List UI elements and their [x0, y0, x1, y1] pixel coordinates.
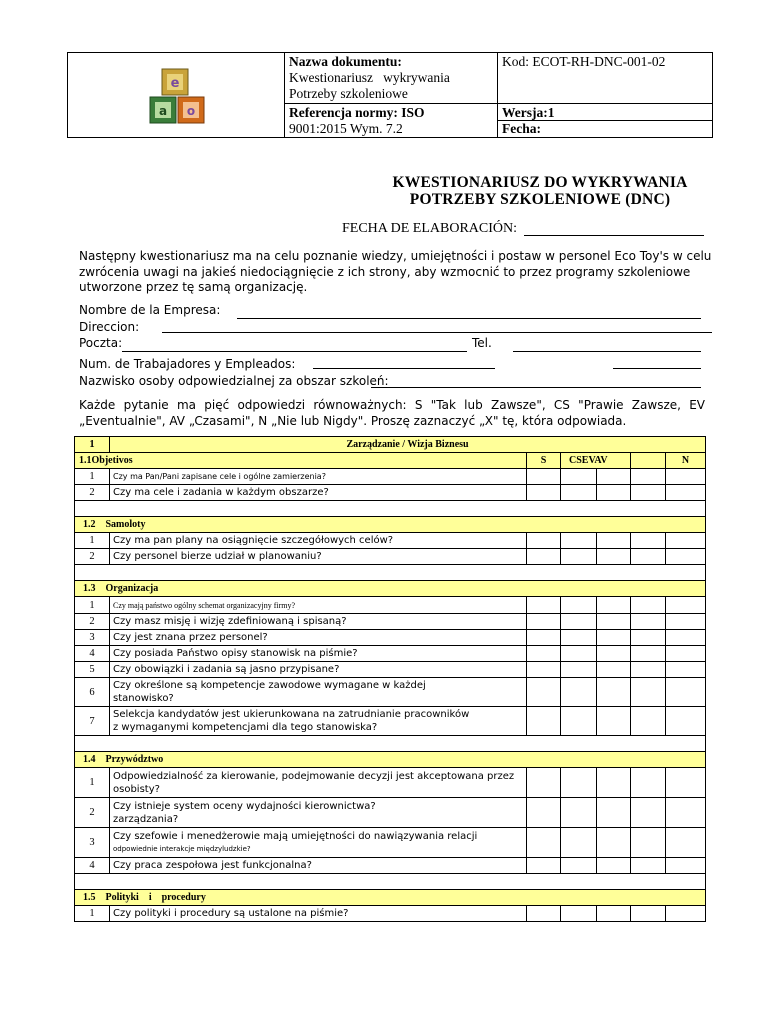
q-text: Czy jest znana przez personel?: [110, 630, 527, 646]
answer-cs[interactable]: [561, 533, 597, 549]
answer-ev[interactable]: [597, 678, 631, 707]
answer-cs[interactable]: [561, 768, 597, 798]
document-header: [67, 52, 713, 138]
answer-s[interactable]: [527, 646, 561, 662]
spacer-row: [75, 874, 706, 890]
svg-text:e: e: [170, 76, 180, 91]
table-row: [75, 707, 706, 736]
answer-ev[interactable]: [597, 707, 631, 736]
spacer-row: [75, 565, 706, 581]
q-number: 5: [75, 662, 110, 678]
table-row: [75, 646, 706, 662]
intro-paragraph: Następny kwestionariusz ma na celu poznanie wiedzy, umiejętności i postaw w personel Eco Toy's w celu zwrócenia uwagi na jakieś niedociągnięcie z ich strony, aby wzmocnić to przez programy szkoleniowe utworzone przez tę samą organizację.: [79, 249, 712, 294]
q-number: 4: [75, 646, 110, 662]
answer-ev[interactable]: [597, 549, 631, 565]
answer-ev[interactable]: [597, 858, 631, 874]
col-n: N: [666, 453, 706, 469]
q-text-line-1: Czy istnieje system oceny wydajności kierownictwa?: [113, 800, 376, 812]
trabajadores-field[interactable]: [313, 368, 495, 369]
answer-s[interactable]: [527, 798, 561, 828]
answer-cs[interactable]: [561, 646, 597, 662]
answer-av[interactable]: [631, 678, 666, 707]
doc-version: Wersja:1: [502, 105, 555, 120]
svg-text:a: a: [158, 104, 168, 118]
q-number: 3: [75, 828, 110, 858]
col-s: S: [527, 453, 561, 469]
answer-ev[interactable]: [597, 630, 631, 646]
tel-field[interactable]: [513, 351, 701, 352]
subsection-header-row: [75, 890, 706, 906]
answer-s[interactable]: [527, 469, 561, 485]
q-number: 1: [75, 533, 110, 549]
answer-av[interactable]: [631, 646, 666, 662]
subsection-name: Objetivos: [91, 455, 133, 466]
answer-s[interactable]: [527, 906, 561, 922]
answer-ev[interactable]: [597, 798, 631, 828]
q-number: 2: [75, 798, 110, 828]
nazwisko-field[interactable]: [371, 387, 701, 388]
doc-code: Kod: ECOT-RH-DNC-001-02: [502, 54, 666, 69]
answer-ev[interactable]: [597, 662, 631, 678]
trabajadores-extra-field[interactable]: [613, 368, 701, 369]
answer-cs[interactable]: [561, 597, 597, 614]
q-text: [110, 798, 527, 828]
title-line-1: KWESTIONARIUSZ DO WYKRYWANIA: [392, 174, 688, 191]
q-text: [110, 707, 527, 736]
answer-n[interactable]: [666, 630, 706, 646]
nazwisko-label: Nazwisko osoby odpowiedzialnej za obszar szkoleń:: [79, 374, 389, 388]
answer-n[interactable]: [666, 662, 706, 678]
doc-name-label: Nazwa dokumentu:: [289, 54, 402, 69]
q-text-line-1: Odpowiedzialność za kierowanie, podejmowanie decyzji jest akceptowana przez: [113, 770, 515, 782]
answer-ev[interactable]: [597, 768, 631, 798]
section-header-row: [75, 437, 706, 453]
answer-cs[interactable]: [561, 678, 597, 707]
subsection-title: 1.4 Przywództwo: [75, 752, 706, 768]
q-text-line-1: Selekcja kandydatów jest ukierunkowana na zatrudnianie pracowników: [113, 709, 470, 720]
answer-cs[interactable]: [561, 630, 597, 646]
q-text: Czy obowiązki i zadania są jasno przypisane?: [110, 662, 527, 678]
q-text-line-2: zarządzania?: [113, 813, 179, 825]
table-row: [75, 906, 706, 922]
answer-av[interactable]: [631, 858, 666, 874]
tel-label: Tel.: [472, 336, 492, 350]
answer-n[interactable]: [666, 828, 706, 858]
subsection-header-row: [75, 581, 706, 597]
answer-ev[interactable]: [597, 485, 631, 501]
trabajadores-label: Num. de Trabajadores y Empleados:: [79, 357, 296, 371]
answer-n[interactable]: [666, 798, 706, 828]
q-text: [110, 768, 527, 798]
answer-s[interactable]: [527, 678, 561, 707]
table-row: [75, 485, 706, 501]
q-number: 1: [75, 469, 110, 485]
answer-n[interactable]: [666, 858, 706, 874]
spacer-row: [75, 736, 706, 752]
answer-s[interactable]: [527, 707, 561, 736]
answer-cs[interactable]: [561, 662, 597, 678]
q-text: Czy mają państwo ogólny schemat organizacyjny firmy?: [110, 597, 527, 614]
answer-ev[interactable]: [597, 597, 631, 614]
q-text-line-2: osobisty?: [113, 783, 160, 795]
table-row: [75, 768, 706, 798]
answer-av[interactable]: [631, 707, 666, 736]
answer-cs[interactable]: [561, 485, 597, 501]
poczta-field[interactable]: [122, 351, 467, 352]
subsection-title: 1.5 Polityki i procedury: [75, 890, 706, 906]
answer-n[interactable]: [666, 485, 706, 501]
fecha-elaboracion-line[interactable]: [524, 235, 704, 236]
table-row: [75, 533, 706, 549]
q-text-line-1: Czy określone są kompetencje zawodowe wymagane w każdej: [113, 680, 426, 691]
answer-s[interactable]: [527, 614, 561, 630]
logo-cell: [68, 53, 285, 137]
answer-av[interactable]: [631, 614, 666, 630]
empresa-field[interactable]: [237, 318, 701, 319]
q-number: 1: [75, 768, 110, 798]
answer-ev[interactable]: [597, 533, 631, 549]
subsection-header-row: [75, 453, 706, 469]
answer-n[interactable]: [666, 533, 706, 549]
table-row: [75, 662, 706, 678]
q-number: 6: [75, 678, 110, 707]
q-text: Czy ma Pan/Pani zapisane cele i ogólne zamierzenia?: [110, 469, 527, 485]
answer-av[interactable]: [631, 485, 666, 501]
ref-label: Referencja normy: ISO: [289, 105, 425, 120]
q-number: 1: [75, 597, 110, 614]
answer-av[interactable]: [631, 469, 666, 485]
questionnaire-table: [74, 436, 706, 922]
subsection-number: 1.1: [79, 455, 92, 466]
doc-name-cell: [285, 53, 498, 104]
answer-n[interactable]: [666, 906, 706, 922]
answer-s[interactable]: [527, 630, 561, 646]
section-number: 1: [75, 437, 110, 453]
answer-n[interactable]: [666, 646, 706, 662]
code-cell: [498, 53, 713, 104]
answer-av[interactable]: [631, 798, 666, 828]
q-text: Czy ma cele i zadania w każdym obszarze?: [110, 485, 527, 501]
answer-n[interactable]: [666, 469, 706, 485]
q-text-line-2: z wymaganymi kompetencjami dla tego stanowiska?: [113, 722, 378, 733]
answer-s[interactable]: [527, 662, 561, 678]
q-text: Czy ma pan plany na osiągnięcie szczegółowych celów?: [110, 533, 527, 549]
answer-av[interactable]: [631, 906, 666, 922]
q-text-line-1: Czy szefowie i menedżerowie mają umiejętności do nawiązywania relacji: [113, 830, 478, 842]
table-row: [75, 798, 706, 828]
answer-ev[interactable]: [597, 469, 631, 485]
answer-cs[interactable]: [561, 858, 597, 874]
q-text: Czy masz misję i wizję zdefiniowaną i spisaną?: [110, 614, 527, 630]
spacer-row: [75, 501, 706, 517]
poczta-label: Poczta:: [79, 336, 123, 350]
svg-text:o: o: [186, 104, 196, 118]
page-title: [375, 174, 705, 208]
answer-ev[interactable]: [597, 828, 631, 858]
subsection-title: 1.2 Samoloty: [75, 517, 706, 533]
answer-av[interactable]: [631, 768, 666, 798]
answer-cs[interactable]: [561, 707, 597, 736]
answer-s[interactable]: [527, 485, 561, 501]
toy-blocks-logo-icon: [148, 65, 208, 127]
answer-cs[interactable]: [561, 828, 597, 858]
answer-cs[interactable]: [561, 798, 597, 828]
answer-s[interactable]: [527, 597, 561, 614]
ref-value: 9001:2015 Wym. 7.2: [289, 121, 403, 136]
answer-av[interactable]: [631, 828, 666, 858]
q-number: 3: [75, 630, 110, 646]
q-number: 1: [75, 906, 110, 922]
title-line-2: POTRZEBY SZKOLENIOWE (DNC): [409, 191, 671, 208]
answer-n[interactable]: [666, 678, 706, 707]
instructions: Każde pytanie ma pięć odpowiedzi równoważnych: S "Tak lub Zawsze", CS "Prawie Zawsze, EV „Eventualnie", AV „Czasami", N „Nie lub Nigdy". Proszę zaznaczyć „X" tę, która odpowiada.: [79, 398, 705, 428]
q-text: [110, 678, 527, 707]
col-blank: [631, 453, 666, 469]
empresa-label: Nombre de la Empresa:: [79, 303, 221, 317]
q-text: Czy personel bierze udział w planowaniu?: [110, 549, 527, 565]
answer-s[interactable]: [527, 549, 561, 565]
reference-cell: [285, 104, 498, 137]
q-text: Czy polityki i procedury są ustalone na piśmie?: [110, 906, 527, 922]
q-text-line-2: stanowisko?: [113, 693, 174, 704]
answer-n[interactable]: [666, 549, 706, 565]
subsection-title: [75, 453, 527, 469]
answer-av[interactable]: [631, 549, 666, 565]
q-number: 2: [75, 614, 110, 630]
subsection-header-row: [75, 517, 706, 533]
answer-av[interactable]: [631, 662, 666, 678]
answer-s[interactable]: [527, 533, 561, 549]
subsection-title: 1.3 Organizacja: [75, 581, 706, 597]
answer-cs[interactable]: [561, 469, 597, 485]
answer-av[interactable]: [631, 630, 666, 646]
answer-cs[interactable]: [561, 549, 597, 565]
q-number: 4: [75, 858, 110, 874]
answer-av[interactable]: [631, 597, 666, 614]
table-row: [75, 678, 706, 707]
date-cell: [498, 121, 713, 137]
answer-n[interactable]: [666, 597, 706, 614]
answer-n[interactable]: [666, 707, 706, 736]
q-text: Czy praca zespołowa jest funkcjonalna?: [110, 858, 527, 874]
q-number: 2: [75, 485, 110, 501]
doc-name-value-1: Kwestionariusz wykrywania: [289, 70, 450, 85]
q-number: 2: [75, 549, 110, 565]
doc-date-label: Fecha:: [502, 121, 541, 136]
q-text-line-2: odpowiednie interakcje międzyludzkie?: [113, 844, 251, 853]
answer-s[interactable]: [527, 768, 561, 798]
col-cs-ev-av: CSEVAV: [561, 453, 631, 469]
table-row: [75, 858, 706, 874]
q-text: [110, 828, 527, 858]
answer-n[interactable]: [666, 768, 706, 798]
q-text: Czy posiada Państwo opisy stanowisk na piśmie?: [110, 646, 527, 662]
direccion-field[interactable]: [162, 332, 712, 333]
table-row: [75, 549, 706, 565]
answer-cs[interactable]: [561, 906, 597, 922]
answer-ev[interactable]: [597, 646, 631, 662]
answer-s[interactable]: [527, 858, 561, 874]
table-row: [75, 828, 706, 858]
answer-cs[interactable]: [561, 614, 597, 630]
table-row: [75, 469, 706, 485]
direccion-label: Direccion:: [79, 320, 140, 334]
table-row: [75, 630, 706, 646]
q-number: 7: [75, 707, 110, 736]
section-title: Zarządzanie / Wizja Biznesu: [110, 437, 706, 453]
subsection-header-row: [75, 752, 706, 768]
table-row: [75, 614, 706, 630]
table-row: [75, 597, 706, 614]
doc-name-value-2: Potrzeby szkoleniowe: [289, 86, 408, 101]
answer-n[interactable]: [666, 614, 706, 630]
answer-av[interactable]: [631, 533, 666, 549]
answer-ev[interactable]: [597, 614, 631, 630]
answer-s[interactable]: [527, 828, 561, 858]
answer-ev[interactable]: [597, 906, 631, 922]
version-cell: [498, 104, 713, 121]
fecha-elaboracion-label: FECHA DE ELABORACIÓN:: [342, 221, 518, 236]
